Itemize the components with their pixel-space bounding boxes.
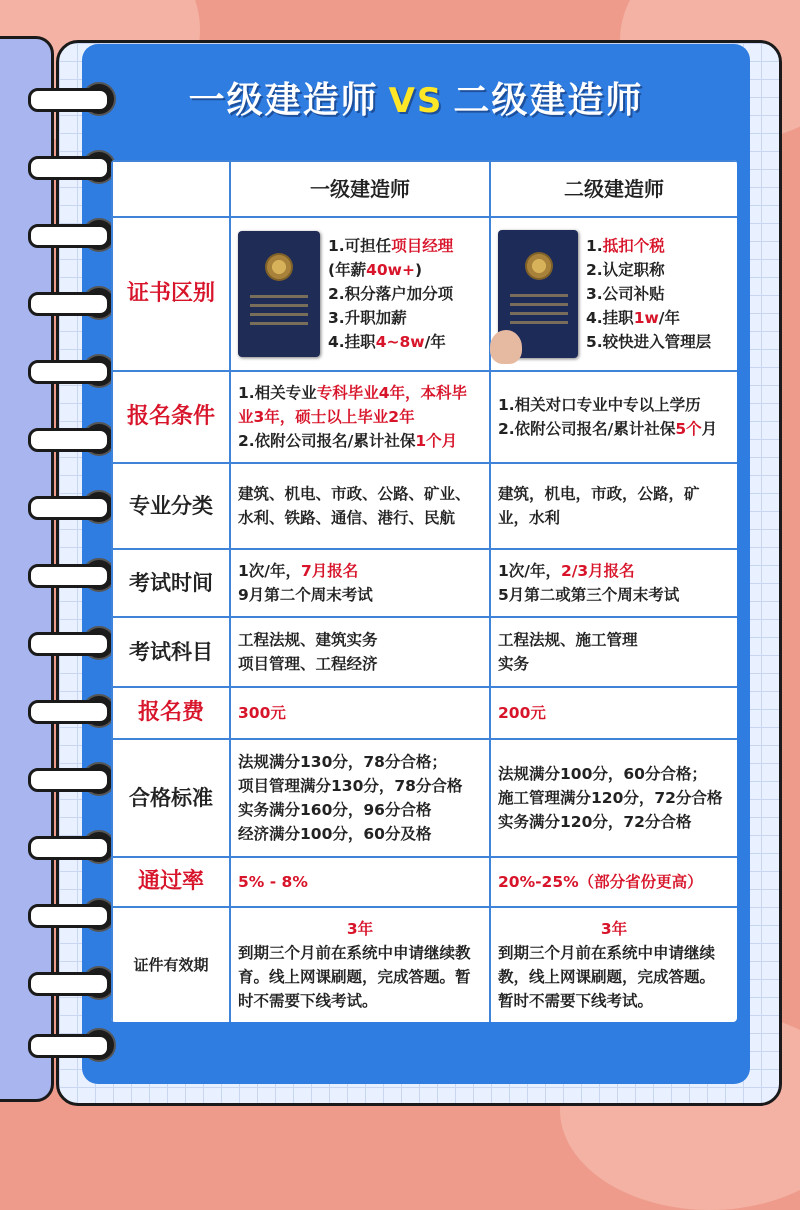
cert2-line1-highlight: 抵扣个税 xyxy=(602,237,665,255)
header-level1: 一级建造师 xyxy=(230,161,490,217)
binder-ring xyxy=(28,900,108,928)
signup1-line2-highlight: 1个月 xyxy=(415,432,458,450)
cert1-line3: 2.积分落户加分项 xyxy=(328,285,454,303)
exam2-line1-highlight: 2/3月报名 xyxy=(560,562,635,580)
table-row-cert xyxy=(112,217,737,371)
row-label-subjects: 考试科目 xyxy=(112,617,230,687)
validity1-years: 3年 xyxy=(346,920,374,938)
pass1-line4: 经济满分100分，60分及格 xyxy=(238,825,432,843)
cell-pass-rate-level2: 20%-25%（部分省份更高） xyxy=(490,857,737,907)
signup2-line2-highlight: 5个 xyxy=(675,420,702,438)
pass1-line3: 实务满分160分，96分合格 xyxy=(238,801,432,819)
cell-cert-level2 xyxy=(490,217,737,371)
binder-ring xyxy=(28,424,108,452)
subjects2-line2: 实务 xyxy=(498,655,530,673)
cell-subjects-level1 xyxy=(230,617,490,687)
table-row-exam-time xyxy=(112,549,737,617)
signup1-line1-highlight: 专科毕业4年，本科毕业3年，硕士以上毕业2年 xyxy=(238,384,467,426)
row-label-fee: 报名费 xyxy=(112,687,230,739)
cell-exam-time-level1 xyxy=(230,549,490,617)
binder-ring xyxy=(28,832,108,860)
signup1-line2: 2.依附公司报名/累计社保 xyxy=(238,432,416,450)
title-right: 二级建造师 xyxy=(453,80,644,121)
cert1-line5: 4.挂职 xyxy=(328,333,376,351)
cell-cert-level1 xyxy=(230,217,490,371)
cert2-line1: 1. xyxy=(586,237,603,255)
cert2-line3: 3.公司补贴 xyxy=(586,285,665,303)
cert2-line4-end: /年 xyxy=(658,309,680,327)
table-row-fee xyxy=(112,687,737,739)
cell-subjects-level2 xyxy=(490,617,737,687)
cert1-line2-end: ) xyxy=(414,261,423,279)
cert2-line4-highlight: 1w xyxy=(633,309,659,327)
cell-signup-level1 xyxy=(230,371,490,463)
cell-exam-time-level2 xyxy=(490,549,737,617)
comparison-table xyxy=(111,160,737,1022)
cert1-line2-highlight: 40w+ xyxy=(366,261,415,279)
table-row-pass-std xyxy=(112,739,737,857)
binder-ring xyxy=(28,356,108,384)
cell-validity-level2 xyxy=(490,907,737,1022)
cell-pass-std-level2 xyxy=(490,739,737,857)
table-row-signup xyxy=(112,371,737,463)
exam2-line2: 5月第二或第三个周末考试 xyxy=(498,586,680,604)
row-label-cert: 证书区别 xyxy=(112,217,230,371)
signup2-line2: 2.依附公司报名/累计社保 xyxy=(498,420,676,438)
cert1-line2: (年薪 xyxy=(328,261,367,279)
cell-major-level1: 建筑、机电、市政、公路、矿业、水利、铁路、通信、港行、民航 xyxy=(230,463,490,549)
cell-signup-level2 xyxy=(490,371,737,463)
row-label-major: 专业分类 xyxy=(112,463,230,549)
header-empty-cell xyxy=(112,161,230,217)
row-label-validity: 证件有效期 xyxy=(112,907,230,1022)
header-level2: 二级建造师 xyxy=(490,161,737,217)
cert1-line4: 3.升职加薪 xyxy=(328,309,407,327)
title-left: 一级建造师 xyxy=(188,80,379,121)
validity1-text: 到期三个月前在系统中申请继续教育。线上网课刷题，完成答题。暂时不需要下线考试。 xyxy=(238,944,471,1010)
subjects2-line1: 工程法规、施工管理 xyxy=(498,631,638,649)
title-vs: VS xyxy=(388,81,444,121)
cell-fee-level2: 200元 xyxy=(490,687,737,739)
cert2-line4: 4.挂职 xyxy=(586,309,634,327)
table-row-pass-rate xyxy=(112,857,737,907)
exam1-line1: 1次/年， xyxy=(238,562,301,580)
binder-ring xyxy=(28,152,108,180)
cert2-line5: 5.较快进入管理层 xyxy=(586,333,712,351)
row-label-signup: 报名条件 xyxy=(112,371,230,463)
cell-pass-rate-level1: 5% - 8% xyxy=(230,857,490,907)
cell-major-level2: 建筑，机电，市政，公路，矿业，水利 xyxy=(490,463,737,549)
cert1-line1-highlight: 项目经理 xyxy=(391,237,454,255)
cert2-line2: 2.认定职称 xyxy=(586,261,665,279)
pass2-line3: 实务满分120分，72分合格 xyxy=(498,813,692,831)
pass1-line2: 项目管理满分130分，78分合格 xyxy=(238,777,463,795)
binder-ring xyxy=(28,220,108,248)
exam1-line1-highlight: 7月报名 xyxy=(300,562,359,580)
row-label-exam-time: 考试时间 xyxy=(112,549,230,617)
validity2-text: 到期三个月前在系统中申请继续教，线上网课刷题，完成答题。暂时不需要下线考试。 xyxy=(498,944,716,1010)
certificate-level1-image xyxy=(238,231,320,357)
signup1-line1: 1.相关专业 xyxy=(238,384,317,402)
table-row-validity xyxy=(112,907,737,1022)
cell-pass-std-level1 xyxy=(230,739,490,857)
exam1-line2: 9月第二个周末考试 xyxy=(238,586,373,604)
pass2-line2: 施工管理满分120分，72分合格 xyxy=(498,789,723,807)
table-header-row xyxy=(112,161,737,217)
row-label-pass-std: 合格标准 xyxy=(112,739,230,857)
signup2-line1: 1.相关对口专业中专以上学历 xyxy=(498,396,701,414)
subjects1-line1: 工程法规、建筑实务 xyxy=(238,631,378,649)
binder-ring xyxy=(28,968,108,996)
cert1-line5-highlight: 4~8w xyxy=(375,333,425,351)
binder-ring xyxy=(28,288,108,316)
binder-ring xyxy=(28,764,108,792)
cell-validity-level1 xyxy=(230,907,490,1022)
binder-ring xyxy=(28,560,108,588)
binder-ring xyxy=(28,1030,108,1058)
certificate-level2-image xyxy=(498,230,578,358)
subjects1-line2: 项目管理、工程经济 xyxy=(238,655,378,673)
cert1-line5-end: /年 xyxy=(424,333,446,351)
cert1-line1: 1.可担任 xyxy=(328,237,392,255)
pass1-line1: 法规满分130分，78分合格； xyxy=(238,753,447,771)
binder-ring xyxy=(28,628,108,656)
row-label-pass-rate: 通过率 xyxy=(112,857,230,907)
cell-fee-level1: 300元 xyxy=(230,687,490,739)
exam2-line1: 1次/年， xyxy=(498,562,561,580)
binder-ring xyxy=(28,492,108,520)
binder-ring xyxy=(28,696,108,724)
pass2-line1: 法规满分100分，60分合格； xyxy=(498,765,707,783)
signup2-line2-end: 月 xyxy=(701,420,718,438)
table-row-subjects xyxy=(112,617,737,687)
validity2-years: 3年 xyxy=(600,920,628,938)
page-title xyxy=(82,72,750,123)
table-row-major xyxy=(112,463,737,549)
